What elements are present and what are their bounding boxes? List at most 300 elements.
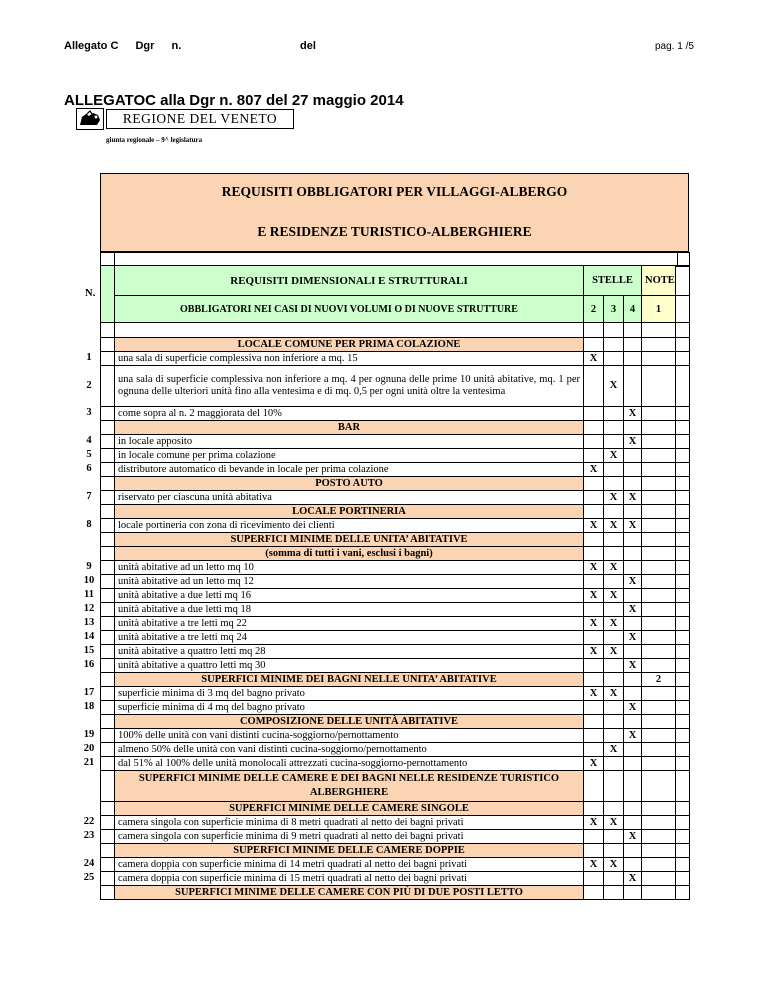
header-dgr-label: Dgr — [135, 40, 155, 52]
row-gutter — [101, 603, 115, 617]
table-row — [101, 561, 690, 575]
star-2-mark — [584, 421, 604, 435]
star-4-mark — [624, 687, 642, 701]
star-3-mark — [604, 715, 624, 729]
row-number: 4 — [86, 435, 92, 446]
star-3-mark: X — [604, 366, 624, 407]
row-number — [78, 322, 100, 337]
table-row — [101, 645, 690, 659]
requirement-text: unità abitative a quattro letti mq 28 — [115, 645, 584, 659]
row-gutter — [101, 802, 115, 816]
row-end — [676, 743, 690, 757]
star-2-mark: X — [584, 858, 604, 872]
row-gutter — [101, 561, 115, 575]
requirement-text: dal 51% al 100% delle unità monolocali attrezzati cucina-soggiorno-pernottamento — [115, 757, 584, 771]
section-heading: LOCALE PORTINERIA — [115, 505, 584, 519]
note-cell: 2 — [642, 673, 676, 687]
star-3-mark — [604, 771, 624, 802]
table-row — [101, 463, 690, 477]
star-4-mark: X — [624, 519, 642, 533]
star-3-mark — [604, 729, 624, 743]
star-4-mark — [624, 757, 642, 771]
star-2-mark: X — [584, 589, 604, 603]
section-heading: SUPERFICI MINIME DELLE CAMERE E DEI BAGNI NELLE RESIDENZE TURISTICO ALBERGHIERE — [115, 771, 584, 802]
star-2-mark: X — [584, 561, 604, 575]
note-cell — [642, 575, 676, 589]
row-gutter — [101, 477, 115, 491]
row-number: 22 — [83, 816, 95, 827]
row-number: 17 — [83, 687, 95, 698]
section-row — [101, 771, 690, 802]
table-row — [101, 491, 690, 505]
header-n-column: N. — [85, 288, 96, 299]
row-number: 20 — [83, 743, 95, 754]
row-number: 10 — [83, 575, 95, 586]
row-end — [676, 477, 690, 491]
star-4-mark — [624, 816, 642, 830]
requirement-text: in locale apposito — [115, 435, 584, 449]
note-cell — [642, 561, 676, 575]
note-cell — [642, 743, 676, 757]
star-3-mark — [604, 844, 624, 858]
table-row — [101, 757, 690, 771]
row-gutter — [101, 886, 115, 900]
row-end — [676, 701, 690, 715]
star-4-mark: X — [624, 631, 642, 645]
star-2-mark — [584, 435, 604, 449]
star-3-mark: X — [604, 743, 624, 757]
row-gutter — [101, 547, 115, 561]
note-cell — [642, 802, 676, 816]
row-gutter — [101, 757, 115, 771]
star-3-mark — [604, 659, 624, 673]
section-row — [101, 886, 690, 900]
star-4-mark — [624, 449, 642, 463]
note-cell — [642, 352, 676, 366]
row-end — [676, 575, 690, 589]
section-row — [101, 802, 690, 816]
star-4-mark — [624, 323, 642, 338]
star-4-mark: X — [624, 659, 642, 673]
note-cell — [642, 771, 676, 802]
row-gutter — [101, 872, 115, 886]
requirement-text: unità abitative ad un letto mq 10 — [115, 561, 584, 575]
row-end — [676, 449, 690, 463]
star-4-mark — [624, 505, 642, 519]
row-gutter — [101, 701, 115, 715]
note-cell — [642, 463, 676, 477]
star-2-mark — [584, 802, 604, 816]
star-2-mark: X — [584, 617, 604, 631]
row-end — [676, 631, 690, 645]
star-3-mark: X — [604, 561, 624, 575]
row-end — [676, 533, 690, 547]
star-3-mark: X — [604, 816, 624, 830]
note-cell — [642, 715, 676, 729]
header-stelle: STELLE — [584, 266, 642, 296]
note-cell — [642, 435, 676, 449]
star-4-mark: X — [624, 407, 642, 421]
row-number — [78, 546, 100, 560]
header-del-label: del — [300, 40, 316, 52]
star-4-mark: X — [624, 872, 642, 886]
row-gutter — [101, 673, 115, 687]
requirement-text: unità abitative a tre letti mq 22 — [115, 617, 584, 631]
row-number: 19 — [83, 729, 95, 740]
star-3-mark — [604, 547, 624, 561]
star-2-mark — [584, 603, 604, 617]
row-end — [676, 352, 690, 366]
star-2-mark — [584, 673, 604, 687]
note-cell — [642, 547, 676, 561]
star-4-mark — [624, 617, 642, 631]
note-cell — [642, 830, 676, 844]
star-3-mark — [604, 505, 624, 519]
row-number: 5 — [86, 449, 92, 460]
row-gutter — [101, 505, 115, 519]
header-star-4: 4 — [624, 296, 642, 323]
row-end — [676, 645, 690, 659]
row-number: 25 — [83, 872, 95, 883]
section-heading: SUPERFICI MINIME DELLE CAMERE CON PIÙ DI DUE POSTI LETTO — [115, 886, 584, 900]
row-gutter — [101, 729, 115, 743]
star-3-mark — [604, 421, 624, 435]
note-cell — [642, 645, 676, 659]
star-3-mark — [604, 575, 624, 589]
row-end — [676, 435, 690, 449]
section-row — [101, 533, 690, 547]
row-number: 14 — [83, 631, 95, 642]
note-cell — [642, 477, 676, 491]
table-row — [101, 816, 690, 830]
star-4-mark — [624, 338, 642, 352]
note-cell — [642, 366, 676, 407]
row-gutter — [101, 519, 115, 533]
section-heading: POSTO AUTO — [115, 477, 584, 491]
row-number: 16 — [83, 659, 95, 670]
row-gutter — [101, 449, 115, 463]
star-3-mark — [604, 631, 624, 645]
star-3-mark — [604, 886, 624, 900]
star-4-mark — [624, 858, 642, 872]
note-cell — [642, 844, 676, 858]
star-3-mark — [604, 463, 624, 477]
row-gutter — [101, 352, 115, 366]
star-4-mark — [624, 477, 642, 491]
section-heading: COMPOSIZIONE DELLE UNITÀ ABITATIVE — [115, 715, 584, 729]
table-row — [101, 589, 690, 603]
section-heading — [115, 323, 584, 338]
logo-text: REGIONE DEL VENETO — [106, 109, 294, 129]
star-4-mark — [624, 589, 642, 603]
row-gutter — [101, 366, 115, 407]
star-2-mark — [584, 533, 604, 547]
row-gutter — [101, 645, 115, 659]
star-3-mark: X — [604, 858, 624, 872]
section-heading: SUPERFICI MINIME DELLE UNITA’ ABITATIVE — [115, 533, 584, 547]
requirement-text: superficie minima di 4 mq del bagno privato — [115, 701, 584, 715]
table-row — [101, 519, 690, 533]
row-end — [676, 858, 690, 872]
note-cell — [642, 449, 676, 463]
row-gutter — [101, 631, 115, 645]
star-2-mark — [584, 491, 604, 505]
row-end — [676, 886, 690, 900]
star-4-mark: X — [624, 701, 642, 715]
star-2-mark — [584, 715, 604, 729]
row-number: 18 — [83, 701, 95, 712]
requirement-text: camera doppia con superficie minima di 15 metri quadrati al netto dei bagni privati — [115, 872, 584, 886]
section-row — [101, 323, 690, 338]
row-number — [78, 714, 100, 728]
star-3-mark — [604, 477, 624, 491]
star-3-mark — [604, 673, 624, 687]
title-box — [100, 173, 689, 252]
row-gutter — [101, 659, 115, 673]
section-heading: SUPERFICI MINIME DELLE CAMERE SINGOLE — [115, 802, 584, 816]
number-column — [78, 322, 100, 899]
star-2-mark — [584, 407, 604, 421]
row-gutter — [101, 816, 115, 830]
row-number: 24 — [83, 858, 95, 869]
row-end — [676, 617, 690, 631]
row-number — [78, 476, 100, 490]
star-3-mark — [604, 701, 624, 715]
header-allegato-label: Allegato C — [64, 40, 119, 52]
row-number: 3 — [86, 407, 92, 418]
table-row — [101, 575, 690, 589]
title-line-2: E RESIDENZE TURISTICO-ALBERGHIERE — [257, 224, 532, 239]
star-4-mark: X — [624, 729, 642, 743]
star-3-mark: X — [604, 687, 624, 701]
star-2-mark — [584, 701, 604, 715]
row-end — [676, 603, 690, 617]
row-end — [676, 547, 690, 561]
requirement-text: una sala di superficie complessiva non inferiore a mq. 4 per ognuna delle prime 10 unità abitative, mq. 1 per ognuna delle ulteriori unità fino alla ventesima e di mq. 0,5 per ogni unità oltre la ventesima — [115, 366, 584, 407]
section-heading: LOCALE COMUNE PER PRIMA COLAZIONE — [115, 338, 584, 352]
star-4-mark — [624, 802, 642, 816]
row-number: 21 — [83, 757, 95, 768]
star-2-mark — [584, 844, 604, 858]
row-end — [676, 463, 690, 477]
note-cell — [642, 491, 676, 505]
star-2-mark: X — [584, 687, 604, 701]
row-gutter — [101, 435, 115, 449]
table-row — [101, 603, 690, 617]
note-cell — [642, 407, 676, 421]
requirements-table — [100, 322, 690, 900]
section-row — [101, 547, 690, 561]
star-3-mark — [604, 603, 624, 617]
star-3-mark — [604, 872, 624, 886]
star-3-mark: X — [604, 449, 624, 463]
section-row — [101, 421, 690, 435]
row-gutter — [101, 715, 115, 729]
row-gutter — [101, 830, 115, 844]
section-heading: SUPERFICI MINIME DELLE CAMERE DOPPIE — [115, 844, 584, 858]
note-cell — [642, 533, 676, 547]
star-4-mark — [624, 886, 642, 900]
requirement-text: camera singola con superficie minima di 8 metri quadrati al netto dei bagni privati — [115, 816, 584, 830]
star-4-mark: X — [624, 575, 642, 589]
star-3-mark — [604, 757, 624, 771]
section-row — [101, 477, 690, 491]
star-2-mark — [584, 886, 604, 900]
star-2-mark — [584, 547, 604, 561]
table-row — [101, 631, 690, 645]
row-end — [676, 561, 690, 575]
row-end — [676, 830, 690, 844]
row-end — [676, 729, 690, 743]
note-cell — [642, 338, 676, 352]
row-gutter — [101, 407, 115, 421]
page-number: pag. 1 /5 — [655, 41, 694, 52]
star-2-mark — [584, 505, 604, 519]
row-number: 15 — [83, 645, 95, 656]
star-2-mark — [584, 338, 604, 352]
note-cell — [642, 589, 676, 603]
star-4-mark — [624, 645, 642, 659]
star-2-mark: X — [584, 645, 604, 659]
table-row — [101, 449, 690, 463]
note-cell — [642, 872, 676, 886]
row-end — [676, 771, 690, 802]
note-cell — [642, 659, 676, 673]
logo-subtitle: giunta regionale – 9^ legislatura — [106, 136, 203, 144]
section-heading: SUPERFICI MINIME DEI BAGNI NELLE UNITA’ ABITATIVE — [115, 673, 584, 687]
star-4-mark — [624, 715, 642, 729]
row-number — [78, 504, 100, 518]
row-number: 6 — [86, 463, 92, 474]
row-number: 2 — [86, 380, 92, 391]
row-end — [676, 407, 690, 421]
star-2-mark — [584, 366, 604, 407]
section-row — [101, 505, 690, 519]
star-4-mark — [624, 533, 642, 547]
title-line-1: REQUISITI OBBLIGATORI PER VILLAGGI-ALBERGO — [221, 184, 568, 199]
note-cell — [642, 631, 676, 645]
row-end — [676, 338, 690, 352]
star-4-mark — [624, 352, 642, 366]
note-cell — [642, 858, 676, 872]
star-2-mark — [584, 477, 604, 491]
table-row — [101, 366, 690, 407]
table-row — [101, 435, 690, 449]
requirement-text: almeno 50% delle unità con vani distinti cucina-soggiorno/pernottamento — [115, 743, 584, 757]
star-2-mark: X — [584, 519, 604, 533]
row-gutter — [101, 771, 115, 802]
star-3-mark — [604, 802, 624, 816]
row-gutter — [101, 421, 115, 435]
header-star-3: 3 — [604, 296, 624, 323]
table-row — [101, 659, 690, 673]
row-number — [78, 770, 100, 801]
requirement-text: camera singola con superficie minima di 9 metri quadrati al netto dei bagni privati — [115, 830, 584, 844]
table-row — [101, 701, 690, 715]
row-end — [676, 757, 690, 771]
table-row — [101, 729, 690, 743]
section-row — [101, 715, 690, 729]
requirement-text: riservato per ciascuna unità abitativa — [115, 491, 584, 505]
row-number: 7 — [86, 491, 92, 502]
star-4-mark — [624, 743, 642, 757]
row-number — [78, 801, 100, 815]
row-end — [676, 366, 690, 407]
requirement-text: superficie minima di 3 mq del bagno privato — [115, 687, 584, 701]
note-cell — [642, 505, 676, 519]
section-heading: BAR — [115, 421, 584, 435]
star-2-mark — [584, 830, 604, 844]
row-end — [676, 687, 690, 701]
note-cell — [642, 519, 676, 533]
row-end — [676, 323, 690, 338]
star-4-mark — [624, 771, 642, 802]
row-gutter — [101, 575, 115, 589]
row-gutter — [101, 687, 115, 701]
star-4-mark: X — [624, 603, 642, 617]
row-number: 11 — [84, 589, 94, 600]
row-gutter — [101, 338, 115, 352]
document-title: ALLEGATOC alla Dgr n. 807 del 27 maggio 2014 — [64, 92, 404, 109]
star-2-mark: X — [584, 463, 604, 477]
row-end — [676, 421, 690, 435]
row-number: 12 — [83, 603, 95, 614]
row-gutter — [101, 858, 115, 872]
table-row — [101, 830, 690, 844]
star-4-mark — [624, 673, 642, 687]
star-4-mark — [624, 844, 642, 858]
row-number — [78, 420, 100, 434]
header-note: NOTE — [642, 266, 676, 296]
star-2-mark — [584, 659, 604, 673]
star-4-mark: X — [624, 491, 642, 505]
star-2-mark — [584, 729, 604, 743]
requirement-text: unità abitative a due letti mq 18 — [115, 603, 584, 617]
requirement-text: distributore automatico di bevande in locale per prima colazione — [115, 463, 584, 477]
star-4-mark: X — [624, 830, 642, 844]
star-2-mark: X — [584, 352, 604, 366]
row-number — [78, 885, 100, 899]
row-number — [78, 337, 100, 351]
table-row — [101, 617, 690, 631]
header-n-label: n. — [171, 40, 182, 52]
star-2-mark — [584, 872, 604, 886]
note-cell — [642, 323, 676, 338]
row-end — [676, 659, 690, 673]
note-cell — [642, 729, 676, 743]
row-number: 9 — [86, 561, 92, 572]
regione-veneto-logo — [76, 108, 296, 130]
row-number: 23 — [83, 830, 95, 841]
row-gutter — [101, 844, 115, 858]
star-3-mark: X — [604, 589, 624, 603]
star-3-mark — [604, 352, 624, 366]
row-end — [676, 715, 690, 729]
star-4-mark — [624, 366, 642, 407]
star-4-mark — [624, 561, 642, 575]
row-end — [676, 673, 690, 687]
header-star-2: 2 — [584, 296, 604, 323]
table-row — [101, 858, 690, 872]
row-number — [78, 532, 100, 546]
requirement-text: unità abitative a quattro letti mq 30 — [115, 659, 584, 673]
star-2-mark — [584, 771, 604, 802]
table-row — [101, 687, 690, 701]
row-gutter — [101, 617, 115, 631]
row-gutter — [101, 533, 115, 547]
row-end — [676, 802, 690, 816]
note-cell — [642, 603, 676, 617]
